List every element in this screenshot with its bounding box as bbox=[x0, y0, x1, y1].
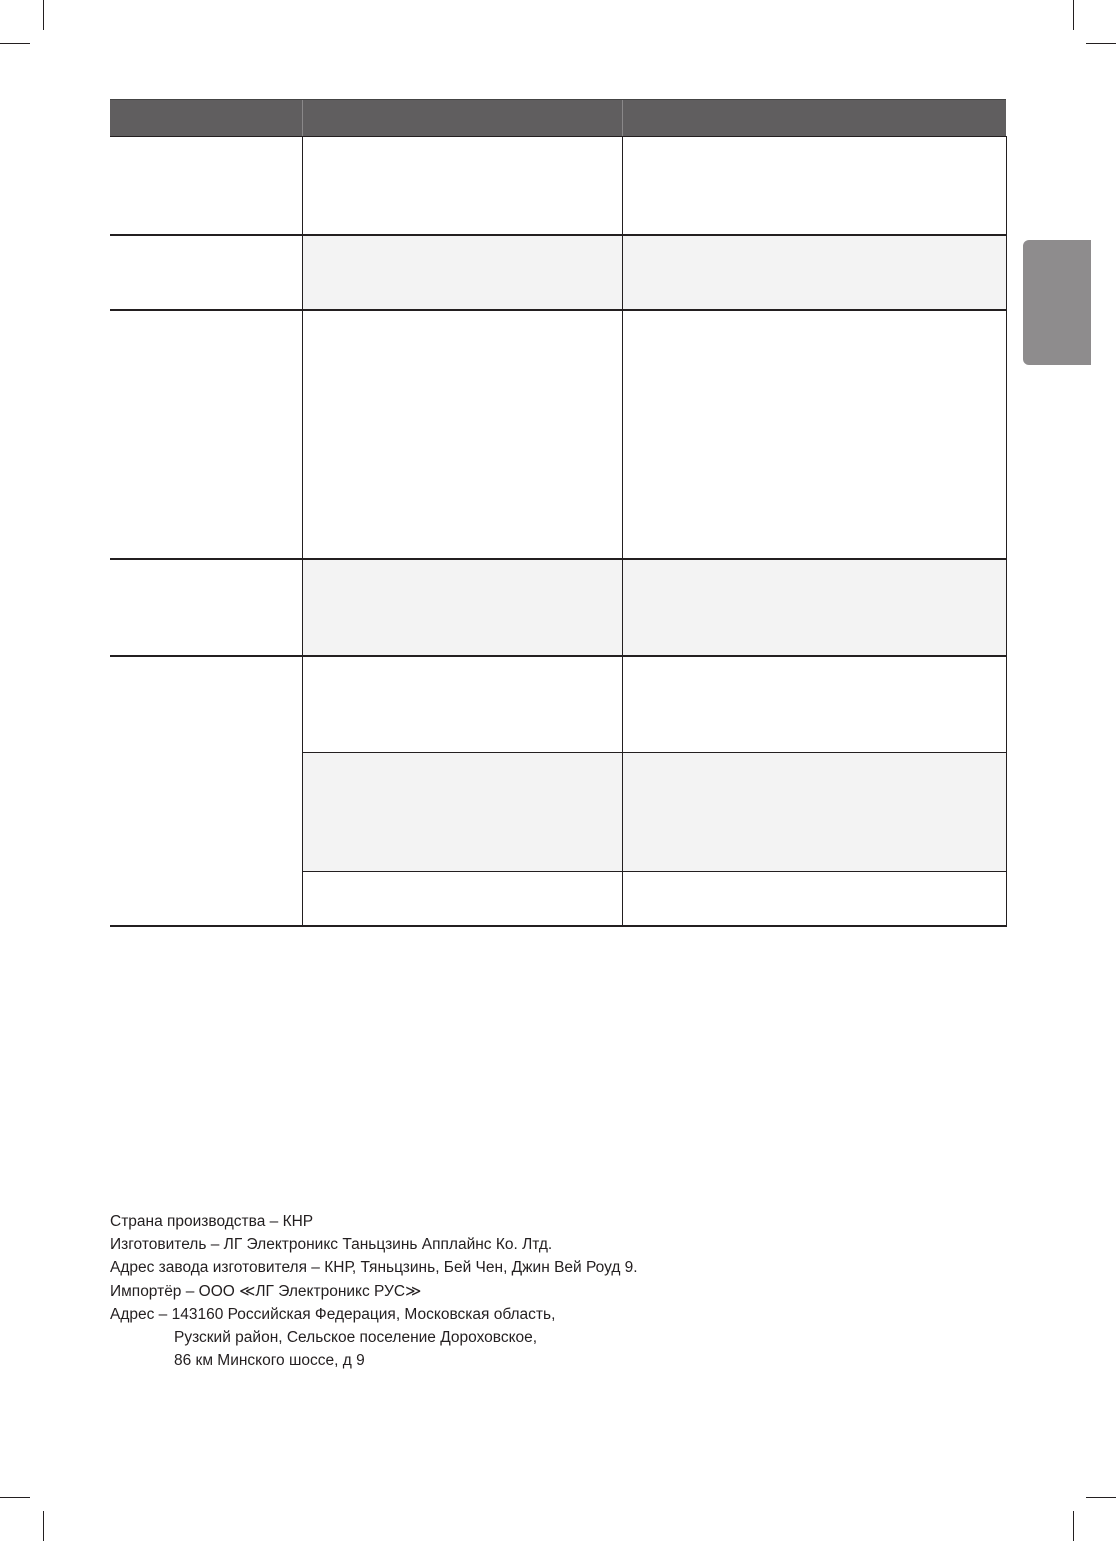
importer-address-line3: 86 км Минского шоссе, д 9 bbox=[174, 1352, 365, 1370]
table-row bbox=[110, 656, 1006, 753]
crop-mark bbox=[0, 1497, 30, 1498]
table-cell bbox=[622, 137, 1006, 235]
table-header-cell bbox=[622, 100, 1006, 137]
table-header-cell bbox=[302, 100, 622, 137]
table-cell bbox=[622, 235, 1006, 310]
crop-mark bbox=[1073, 0, 1074, 30]
table-cell bbox=[622, 310, 1006, 559]
crop-mark bbox=[43, 1511, 44, 1541]
table-header-row bbox=[110, 100, 1006, 137]
country-of-origin: Страна производства – КНР bbox=[110, 1213, 314, 1230]
table-row bbox=[110, 137, 1006, 235]
table-cell bbox=[622, 559, 1006, 656]
table-cell bbox=[110, 235, 302, 310]
table-cell bbox=[110, 310, 302, 559]
table-row bbox=[110, 235, 1006, 310]
table-cell bbox=[302, 235, 622, 310]
manufacturer: Изготовитель – ЛГ Электроникс Таньцзинь Апплайнс Ко. Лтд. bbox=[110, 1236, 553, 1254]
factory-address: Адрес завода изготовителя – КНР, Тяньцзинь, Бей Чен, Джин Вей Роуд 9. bbox=[110, 1259, 638, 1277]
crop-mark bbox=[43, 0, 44, 30]
crop-mark bbox=[1073, 1511, 1074, 1541]
importer-address: Адрес – 143160 Российская Федерация, Московская область, bbox=[110, 1305, 556, 1323]
language-side-tab bbox=[1023, 240, 1091, 365]
importer: Импортёр – ООО ≪ЛГ Электроникс РУС≫ bbox=[110, 1282, 422, 1300]
crop-mark bbox=[0, 43, 30, 44]
manufacturer-info bbox=[110, 1210, 638, 1372]
table-cell bbox=[622, 753, 1006, 872]
table-cell bbox=[622, 656, 1006, 753]
table-cell bbox=[302, 310, 622, 559]
crop-mark bbox=[1086, 1497, 1116, 1498]
table-cell bbox=[302, 872, 622, 926]
table-cell bbox=[110, 137, 302, 235]
table-cell bbox=[110, 559, 302, 656]
troubleshooting-table bbox=[110, 99, 1007, 927]
table-cell bbox=[302, 656, 622, 753]
crop-mark bbox=[1086, 43, 1116, 44]
importer-address-line2: Рузский район, Сельское поселение Дороховское, bbox=[174, 1329, 538, 1347]
table-header-cell bbox=[110, 100, 302, 137]
table-cell bbox=[302, 137, 622, 235]
table-row bbox=[110, 559, 1006, 656]
table-cell bbox=[302, 753, 622, 872]
table-cell bbox=[302, 559, 622, 656]
table-cell bbox=[622, 872, 1006, 926]
table-row bbox=[110, 310, 1006, 559]
table-cell bbox=[110, 656, 302, 926]
